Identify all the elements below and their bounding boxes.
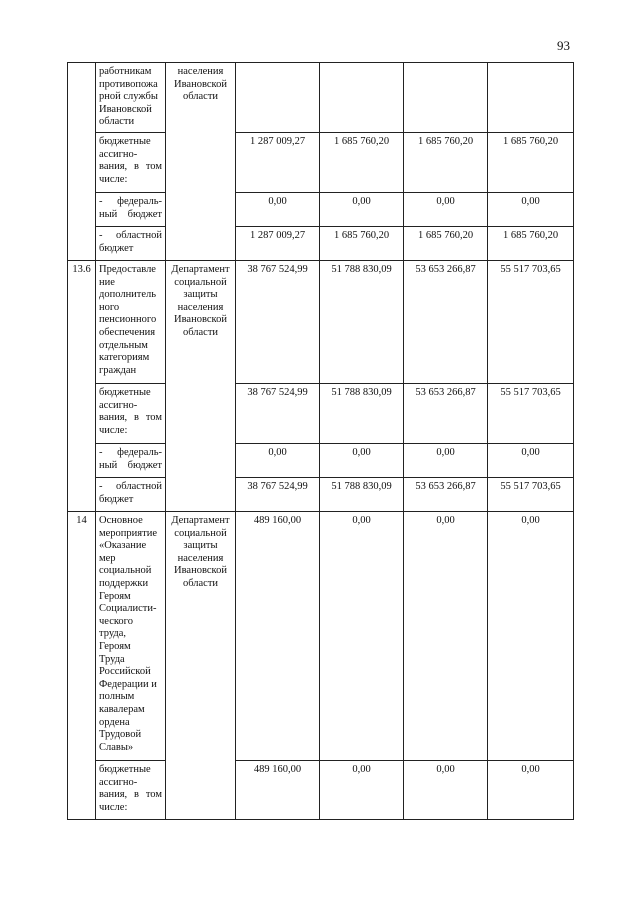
value-2021: 55 517 703,65 xyxy=(488,261,574,384)
value-2020: 53 653 266,87 xyxy=(404,384,488,444)
value-2018: 489 160,00 xyxy=(236,512,320,761)
row-number xyxy=(68,761,96,820)
value-2020: 53 653 266,87 xyxy=(404,478,488,512)
value-2019 xyxy=(320,63,404,133)
value-2018: 38 767 524,99 xyxy=(236,478,320,512)
table-row xyxy=(68,261,574,384)
value-2021: 0,00 xyxy=(488,512,574,761)
page-number: 93 xyxy=(557,38,570,53)
row-executor: населения Ивановской области xyxy=(166,63,236,133)
value-2019: 51 788 830,09 xyxy=(320,384,404,444)
value-2019: 0,00 xyxy=(320,512,404,761)
row-name: - федераль- ный бюджет xyxy=(96,444,166,478)
value-2021: 0,00 xyxy=(488,193,574,227)
value-2018: 38 767 524,99 xyxy=(236,384,320,444)
value-2019: 51 788 830,09 xyxy=(320,261,404,384)
row-number xyxy=(68,444,96,478)
value-2018: 1 287 009,27 xyxy=(236,227,320,261)
value-2018 xyxy=(236,63,320,133)
value-2020: 0,00 xyxy=(404,761,488,820)
row-executor: Департамент социальной защиты населения Ивановской области xyxy=(166,261,236,384)
row-name: бюджетные ассигно- вания, в том числе: xyxy=(96,133,166,193)
value-2020: 0,00 xyxy=(404,512,488,761)
value-2020: 0,00 xyxy=(404,444,488,478)
value-2018: 1 287 009,27 xyxy=(236,133,320,193)
row-executor xyxy=(166,761,236,820)
table-row xyxy=(68,512,574,761)
value-2019: 51 788 830,09 xyxy=(320,478,404,512)
value-2019: 0,00 xyxy=(320,193,404,227)
row-executor xyxy=(166,444,236,478)
row-name: бюджетные ассигно- вания, в том числе: xyxy=(96,384,166,444)
value-2018: 489 160,00 xyxy=(236,761,320,820)
value-2020: 1 685 760,20 xyxy=(404,133,488,193)
row-name: Предоставле ние дополнитель ного пенсионного обеспечения отдельным категориям граждан xyxy=(96,261,166,384)
row-executor xyxy=(166,384,236,444)
row-executor xyxy=(166,227,236,261)
value-2018: 0,00 xyxy=(236,193,320,227)
value-2021: 0,00 xyxy=(488,761,574,820)
row-number xyxy=(68,384,96,444)
row-name: работникам противопожа рной службы Ивановской области xyxy=(96,63,166,133)
row-name: - федераль- ный бюджет xyxy=(96,193,166,227)
row-executor xyxy=(166,193,236,227)
value-2020: 53 653 266,87 xyxy=(404,261,488,384)
table-row xyxy=(68,193,574,227)
table-row xyxy=(68,227,574,261)
table-row xyxy=(68,761,574,820)
value-2021 xyxy=(488,63,574,133)
row-executor: Департамент социальной защиты населения Ивановской области xyxy=(166,512,236,761)
row-number xyxy=(68,478,96,512)
value-2019: 0,00 xyxy=(320,761,404,820)
table-row xyxy=(68,133,574,193)
table-row xyxy=(68,478,574,512)
row-name: Основное мероприятие «Оказание мер социальной поддержки Героям Социалисти- ческого труда, Героям Труда Российской Федерации и полным кавалерам ордена Трудовой Славы» xyxy=(96,512,166,761)
value-2021: 0,00 xyxy=(488,444,574,478)
value-2020: 0,00 xyxy=(404,193,488,227)
table-row xyxy=(68,63,574,133)
value-2021: 55 517 703,65 xyxy=(488,384,574,444)
row-executor xyxy=(166,133,236,193)
row-number xyxy=(68,63,96,133)
value-2020 xyxy=(404,63,488,133)
value-2021: 55 517 703,65 xyxy=(488,478,574,512)
budget-table xyxy=(67,62,574,820)
row-name: - областной бюджет xyxy=(96,227,166,261)
table-row xyxy=(68,444,574,478)
value-2018: 0,00 xyxy=(236,444,320,478)
row-number xyxy=(68,133,96,193)
value-2018: 38 767 524,99 xyxy=(236,261,320,384)
row-name: бюджетные ассигно- вания, в том числе: xyxy=(96,761,166,820)
row-number: 14 xyxy=(68,512,96,761)
table-row xyxy=(68,384,574,444)
value-2020: 1 685 760,20 xyxy=(404,227,488,261)
value-2019: 0,00 xyxy=(320,444,404,478)
row-number xyxy=(68,227,96,261)
row-name: - областной бюджет xyxy=(96,478,166,512)
row-executor xyxy=(166,478,236,512)
value-2021: 1 685 760,20 xyxy=(488,227,574,261)
row-number: 13.6 xyxy=(68,261,96,384)
value-2019: 1 685 760,20 xyxy=(320,133,404,193)
value-2019: 1 685 760,20 xyxy=(320,227,404,261)
row-number xyxy=(68,193,96,227)
value-2021: 1 685 760,20 xyxy=(488,133,574,193)
